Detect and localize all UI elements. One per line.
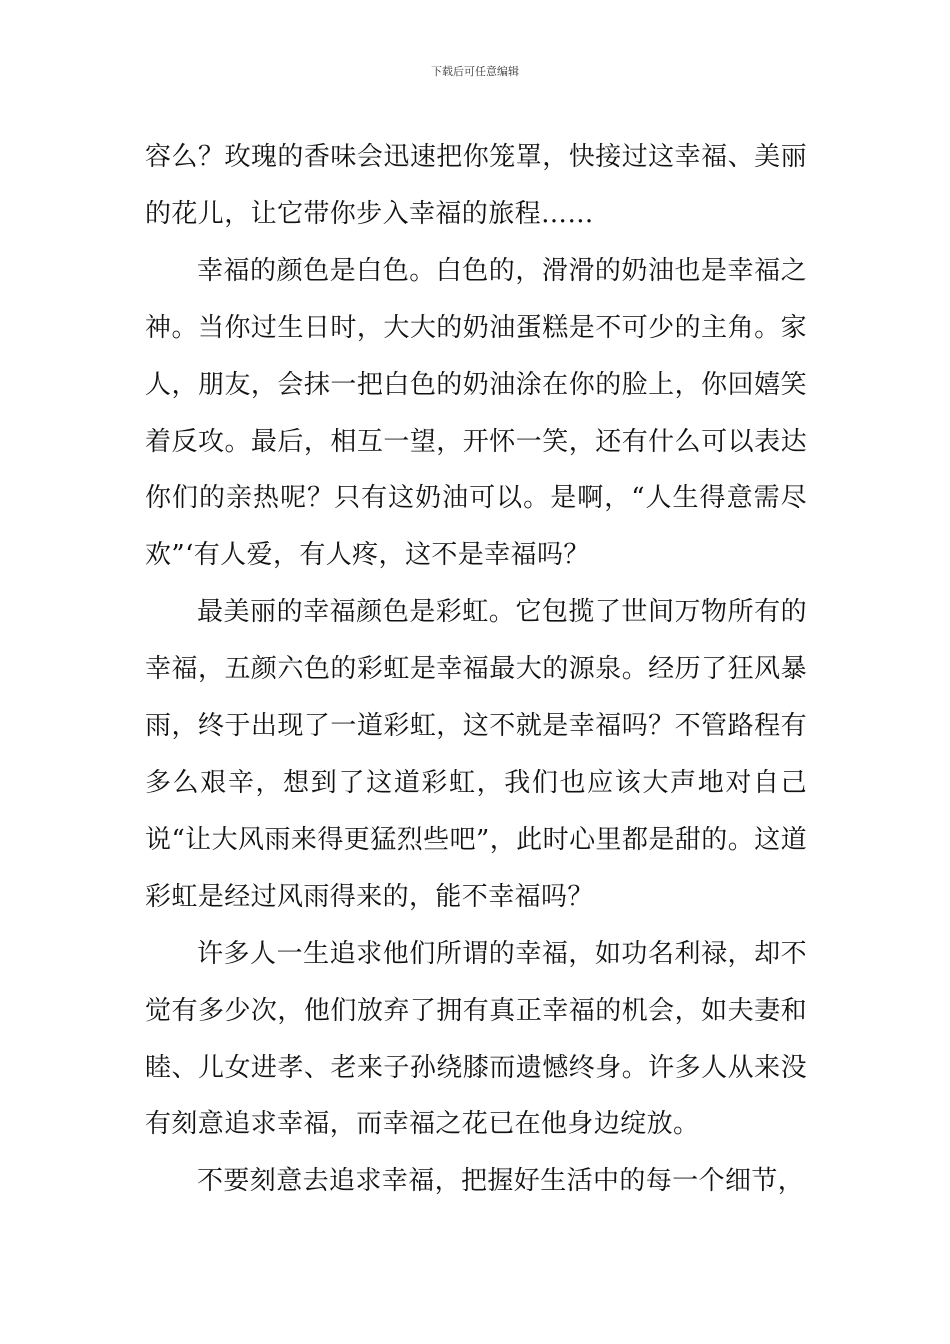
paragraph-3: 最美丽的幸福颜色是彩虹。它包揽了世间万物所有的幸福，五颜六色的彩虹是幸福最大的源泉。经历了狂风暴雨，终于出现了一道彩虹，这不就是幸福吗？不管路程有多么艰辛，想到了这道彩虹，我们也应该大声地对自己说“让大风雨来得更猛烈些吧”，此时心里都是甜的。这道彩虹是经过风雨得来的，能不幸福吗？ [145, 597, 807, 912]
page-header: 下载后可任意编辑 [431, 65, 519, 78]
paragraph-2: 幸福的颜色是白色。白色的，滑滑的奶油也是幸福之神。当你过生日时，大大的奶油蛋糕是不可少的主角。家人，朋友，会抹一把白色的奶油涂在你的脸上，你回嬉笑着反攻。最后，相互一望，开怀一笑，还有什么可以表达你们的亲热呢？只有这奶油可以。是啊，“人生得意需尽欢”‘有人爱，有人疼，这不是幸福吗？ [145, 255, 807, 571]
paragraph-1-continued: 容么？玫瑰的香味会迅速把你笼罩，快接过这幸福、美丽的花儿，让它带你步入幸福的旅程…… [145, 142, 807, 229]
paragraph-4: 许多人一生追求他们所谓的幸福，如功名利禄，却不觉有多少次，他们放弃了拥有真正幸福的机会，如夫妻和睦、儿女进孝、老来子孙绕膝而遗憾终身。许多人从来没有刻意追求幸福，而幸福之花已在他身边绽放。 [145, 938, 807, 1140]
document-body [145, 129, 807, 1210]
paragraph-5: 不要刻意去追求幸福，把握好生活中的每一个细节， [197, 1166, 805, 1197]
